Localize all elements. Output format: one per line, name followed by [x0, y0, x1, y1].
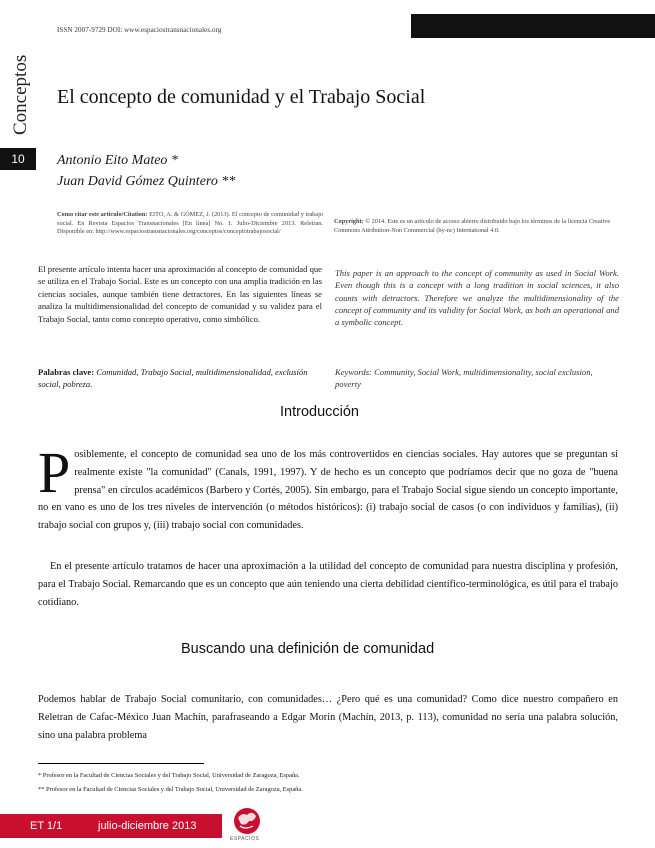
footer-issue: ET 1/1 [30, 820, 63, 832]
citation-block [57, 211, 323, 237]
keywords-es-label: Palabras clave: [38, 367, 95, 377]
keywords-en-label: Keywords: [335, 367, 372, 377]
page-number: 10 [0, 148, 36, 170]
copyright-block [334, 218, 620, 235]
citation-text: EITO, A. & GÓMEZ, J. (2013). El concepto de comunidad y trabajo social. En Revista Espacios Transnacionales [En línea] No. 1. Julio-Diciembre 2013. Reletran. Disponible en: http://www.espaciostransnacionales.org/conceptos/conceptotrabajosocial/ [57, 211, 323, 236]
header-black-bar [411, 14, 655, 38]
journal-logo-text: ESPACIOS [230, 836, 260, 842]
intro-paragraph-1 [38, 440, 618, 535]
keywords-en-text: Community, Social Work, multidimensionality, social exclusion, poverty [335, 367, 593, 390]
footnote-divider [38, 763, 204, 764]
dropcap-letter: P [38, 440, 71, 505]
footer-period: julio-diciembre 2013 [98, 820, 197, 832]
intro-paragraph-1-text: osiblemente, el concepto de comunidad sea uno de los más controvertidos en ciencias sociales. Hay autores que se preguntan si realmente existe "la comunidad" (Canals, 1991, 1997). Y de hecho es un concepto que podríamos decir que no goza de "buena prensa" en círculos académicos (Barbero y Cortés, 2005). Sin embargo, para el Trabajo Social sigue siendo un concepto importante, no en vano es uno de los tres niveles de intervención (o métodos históricos): (i) trabajo social de casos (o con individuos y familias), (ii) trabajo social con grupos y, (iii) trabajo social con comunidades. [38, 449, 618, 532]
abstract-english: This paper is an approach to the concept of community as used in Social Work. Even though this is a concept with a long tradition in social sciences, it also counts with detractors. Therefore we analyze the multidimensionality of the concept of community and its validity for Social Work, as both an operational and a symbolic concept. [335, 268, 619, 328]
definition-paragraph-1: Podemos hablar de Trabajo Social comunitario, con comunidades… ¿Pero qué es una comunidad? Como dice nuestro compañero en Reletran de Cafac-México Juan Machín, parafraseando a Edgar Morin (Machín, 2013, p. 113), comunidad no sería una palabra solución, sino una palabra problema [38, 694, 618, 741]
citation-label: Como citar este artículo/Citation: [57, 211, 148, 218]
footnote-2: ** Profesor en la Facultad de Ciencias Sociales y del Trabajo Social, Universidad de Zaragoza, España. [38, 786, 303, 793]
keywords-es-text: Comunidad, Trabajo Social, multidimensionalidad, exclusión social, pobreza. [38, 367, 308, 390]
copyright-text: © 2014. Este es un artículo de acceso abierto distribuido bajo los términos de la licencia Creative Commons Attribution-Non Commercial (by-nc) International 4.0. [334, 218, 611, 234]
author-2: Juan David Gómez Quintero ** [57, 174, 236, 189]
abstract-spanish: El presente artículo intenta hacer una aproximación al concepto de comunidad que se utiliza en el Trabajo Social. Este es un concepto con una amplia tradición en las ciencias sociales, aunque también tiene detractores. En las siguientes líneas se analiza la multidimensionalidad del concepto de comunidad y su validez para el Trabajo Social, tanto como concepto operativo, como simbólico. [38, 264, 322, 324]
heading-definicion: Buscando una definición de comunidad [181, 641, 435, 657]
footnote-1: * Profesor en la Facultad de Ciencias Sociales y del Trabajo Social, Universidad de Zaragoza, España. [38, 772, 300, 779]
intro-paragraph-2: En el presente artículo tratamos de hacer una aproximación a la utilidad del concepto de comunidad para nuestra disciplina y profesión, para el Trabajo Social. Remarcando que es un concepto que aún teniendo una cierta debilidad científico-terminológica, es útil para el trabajo cotidiano. [38, 561, 618, 608]
heading-introduccion: Introducción [280, 404, 359, 420]
keywords-spanish [38, 366, 322, 391]
author-1: Antonio Eito Mateo * [57, 153, 178, 168]
footer-issue-band [0, 814, 222, 838]
article-title: El concepto de comunidad y el Trabajo Social [57, 86, 426, 108]
copyright-label: Copyright: [334, 218, 364, 225]
keywords-english [335, 366, 619, 391]
issn-doi-header: ISSN 2007-9729 DOI: www.espaciostransnacionales.org [57, 26, 222, 34]
